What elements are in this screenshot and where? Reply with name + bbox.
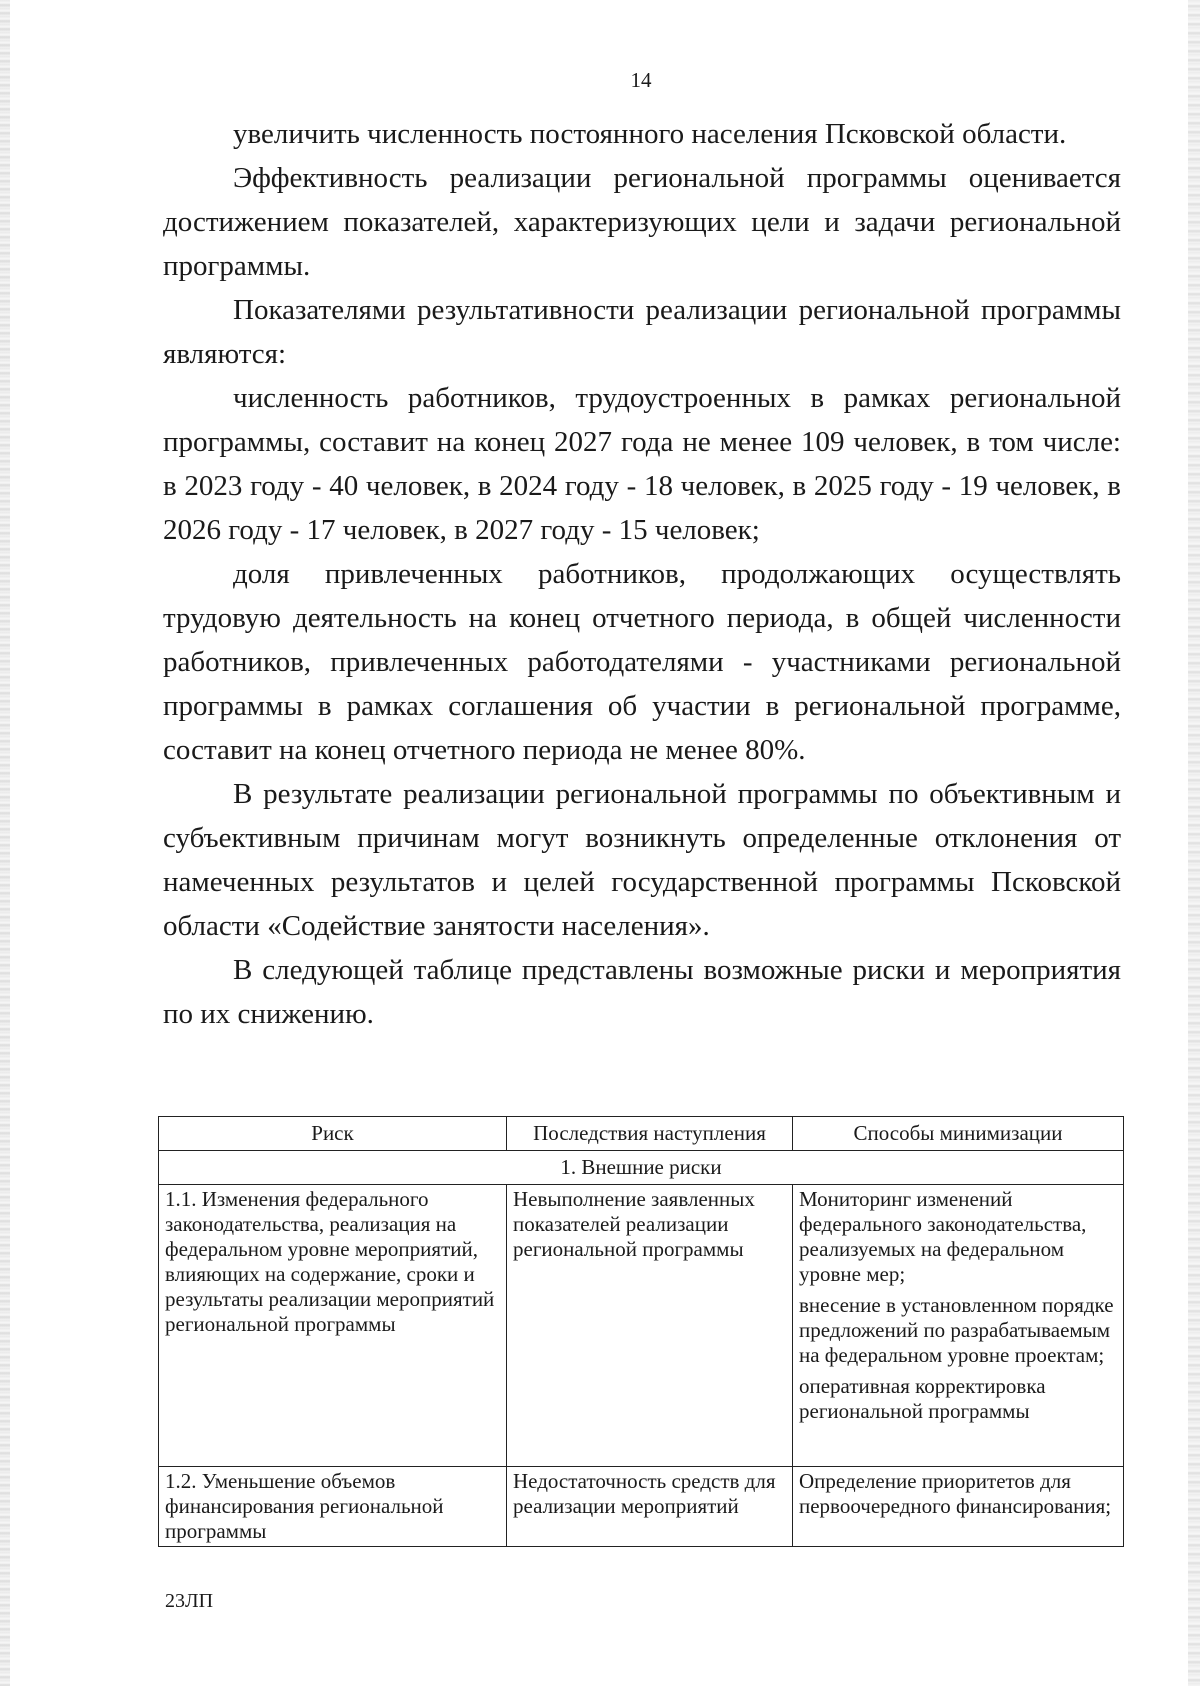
mitigation-item: Определение приоритетов для первоочередного финансирования; [799, 1469, 1112, 1518]
mitigation-item: оперативная корректировка региональной программы [799, 1374, 1046, 1423]
paragraph-1: увеличить численность постоянного населения Псковской области. [233, 118, 1067, 150]
header-consequence: Последствия наступления [507, 1117, 793, 1151]
consequence-cell: Невыполнение заявленных показателей реализации региональной программы [507, 1185, 793, 1467]
mitigation-item: внесение в установленном порядке предложений по разрабатываемым на федеральном уровне проектам; [799, 1293, 1114, 1367]
scan-edge-left [0, 0, 10, 1686]
paragraph-6: В результате реализации региональной программы по объективным и субъективным причинам могут возникнуть определенные отклонения от намеченных результатов и целей государственной программы Псковской области «Содействие занятости населения». [163, 778, 1121, 942]
table-header-row [159, 1117, 1124, 1151]
consequence-cell: Недостаточность средств для реализации мероприятий [507, 1467, 793, 1547]
header-risk: Риск [159, 1117, 507, 1151]
paragraph-3: Показателями результативности реализации региональной программы являются: [163, 294, 1121, 370]
risk-cell: 1.1. Изменения федерального законодательства, реализация на федеральном уровне мероприятий, влияющих на содержание, сроки и результаты реализации мероприятий региональной программы [159, 1185, 507, 1467]
mitigation-cell [793, 1185, 1124, 1467]
section-title: 1. Внешние риски [159, 1151, 1124, 1185]
mitigation-cell [793, 1467, 1124, 1547]
table-row [159, 1467, 1124, 1547]
page-number: 14 [630, 68, 652, 92]
mitigation-item: Мониторинг изменений федерального законодательства, реализуемых на федеральном уровне мер; [799, 1187, 1087, 1286]
risk-cell: 1.2. Уменьшение объемов финансирования региональной программы [159, 1467, 507, 1547]
risk-table [158, 1116, 1124, 1547]
paragraph-4: численность работников, трудоустроенных в рамках региональной программы, составит на конец 2027 года не менее 109 человек, в том числе: в 2023 году - 40 человек, в 2024 году - 18 человек, в 2025 году - 19 человек, в 2026 году - 17 человек, в 2027 году - 15 человек; [163, 382, 1121, 546]
scan-edge-right [1188, 0, 1200, 1686]
document-body [163, 112, 1121, 1036]
section-row [159, 1151, 1124, 1185]
paragraph-2: Эффективность реализации региональной программы оценивается достижением показателей, характеризующих цели и задачи региональной программы. [163, 162, 1121, 282]
paragraph-7: В следующей таблице представлены возможные риски и мероприятия по их снижению. [163, 954, 1121, 1030]
header-mitigation: Способы минимизации [793, 1117, 1124, 1151]
footer-code: 23ЛП [165, 1590, 214, 1612]
table-row [159, 1185, 1124, 1467]
paragraph-5: доля привлеченных работников, продолжающих осуществлять трудовую деятельность на конец отчетного периода, в общей численности работников, привлеченных работодателями - участниками региональной программы в рамках соглашения об участии в региональной программе, составит на конец отчетного периода не менее 80%. [163, 558, 1121, 766]
